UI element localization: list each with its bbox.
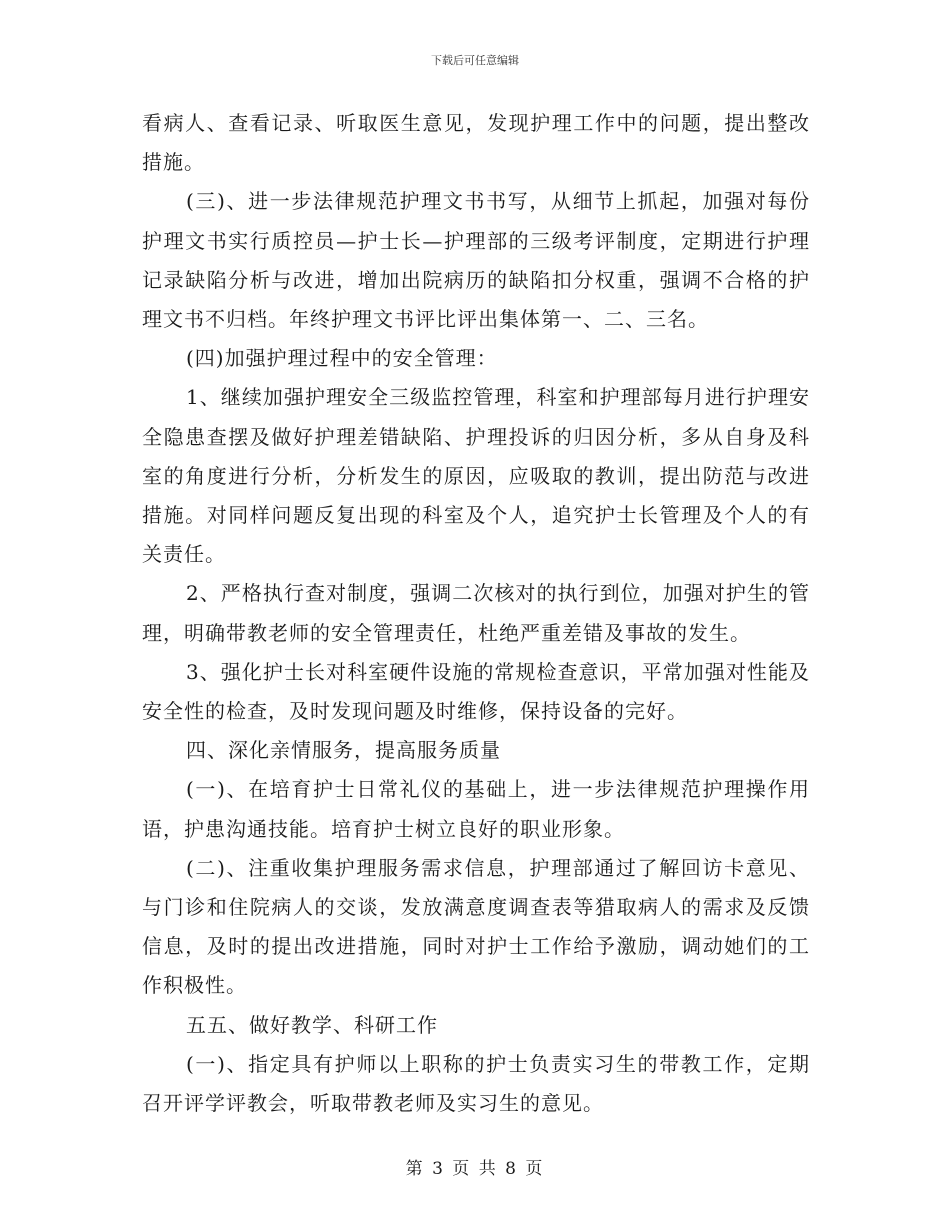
paragraph: (三)、进一步法律规范护理文书书写，从细节上抓起，加强对每份护理文书实行质控员—护士长—护理部的三级考评制度，定期进行护理记录缺陷分析与改进，增加出院病历的缺陷扣分权重，强调不合格的护理文书不归档。年终护理文书评比评出集体第一、二、三名。 [142,189,810,332]
section-heading: 四、深化亲情服务，提高服务质量 [186,738,501,763]
paragraph: (一)、在培育护士日常礼仪的基础上，进一步法律规范护理操作用语，护患沟通技能。培育护士树立良好的职业形象。 [142,777,810,841]
document-body [142,104,810,1123]
section-heading: 五五、做好教学、科研工作 [186,1012,438,1037]
header-note: 下载后可任意编辑 [431,54,519,67]
paragraph: 2、严格执行查对制度，强调二次核对的执行到位，加强对护生的管理，明确带教老师的安全管理责任，杜绝严重差错及事故的发生。 [142,581,810,645]
paragraph: 看病人、查看记录、听取医生意见，发现护理工作中的问题，提出整改措施。 [142,111,810,175]
paragraph: 3、强化护士长对科室硬件设施的常规检查意识，平常加强对性能及安全性的检查，及时发现问题及时维修，保持设备的完好。 [142,659,810,724]
section-heading: (四)加强护理过程中的安全管理： [186,346,498,371]
paragraph: (二)、注重收集护理服务需求信息，护理部通过了解回访卡意见、与门诊和住院病人的交谈，发放满意度调查表等猎取病人的需求及反馈信息，及时的提出改进措施，同时对护士工作给予激励，调动她们的工作积极性。 [142,855,810,998]
paragraph: 1、继续加强护理安全三级监控管理，科室和护理部每月进行护理安全隐患查摆及做好护理差错缺陷、护理投诉的归因分析，多从自身及科室的角度进行分析，分析发生的原因，应吸取的教训，提出防范与改进措施。对同样问题反复出现的科室及个人，追究护士长管理及个人的有关责任。 [142,385,810,567]
paragraph: (一)、指定具有护师以上职称的护士负责实习生的带教工作，定期召开评学评教会，听取带教老师及实习生的意见。 [142,1051,810,1116]
page-number: 第 3 页 共 8 页 [405,1159,545,1179]
